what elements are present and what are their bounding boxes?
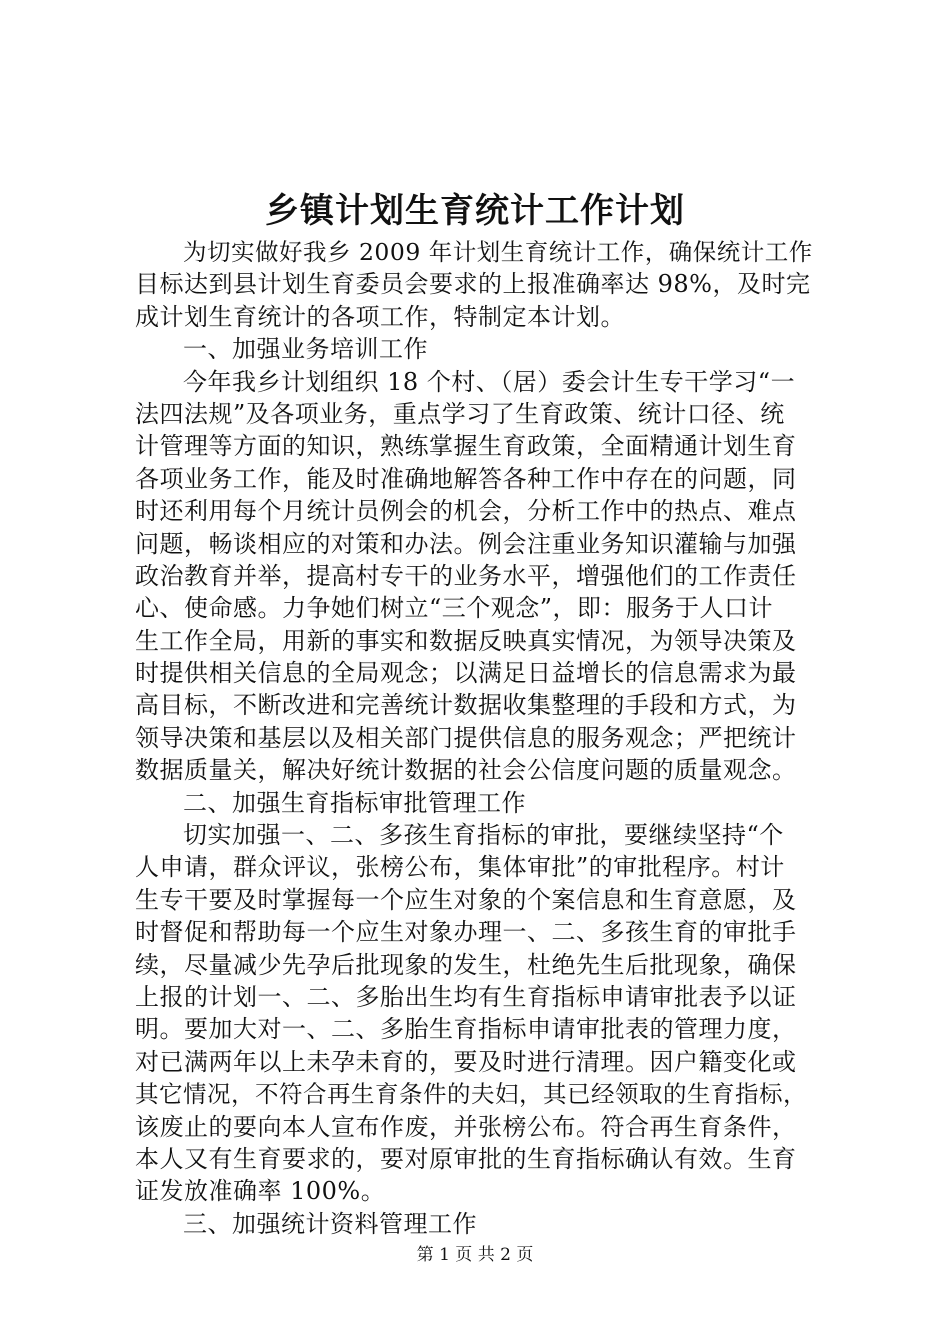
paragraph-line: 领导决策和基层以及相关部门提供信息的服务观念；严把统计 xyxy=(135,723,797,752)
document-body xyxy=(135,236,815,1240)
document-title: 乡镇计划生育统计工作计划 xyxy=(265,191,685,231)
page-footer: 第 1 页 共 2 页 xyxy=(416,1245,534,1265)
paragraph-line: 生工作全局，用新的事实和数据反映真实情况，为领导决策及 xyxy=(135,626,797,655)
paragraph-line: 各项业务工作，能及时准确地解答各种工作中存在的问题，同 xyxy=(135,464,797,493)
paragraph-line: 时提供相关信息的全局观念；以满足日益增长的信息需求为最 xyxy=(135,659,797,688)
paragraph-line: 生专干要及时掌握每一个应生对象的个案信息和生育意愿，及 xyxy=(135,885,797,914)
paragraph-line: 人申请，群众评议，张榜公布，集体审批”的审批程序。村计 xyxy=(135,853,785,882)
paragraph-line: 时还利用每个月统计员例会的机会，分析工作中的热点、难点 xyxy=(135,497,797,526)
paragraph-line: 成计划生育统计的各项工作，特制定本计划。 xyxy=(135,302,625,331)
paragraph-line: 其它情况，不符合再生育条件的夫妇，其已经领取的生育指标， xyxy=(135,1080,807,1109)
paragraph-line: 法四法规”及各项业务，重点学习了生育政策、统计口径、统 xyxy=(135,399,785,428)
paragraph-line: 高目标，不断改进和完善统计数据收集整理的手段和方式，为 xyxy=(135,691,797,720)
paragraph-line: 问题，畅谈相应的对策和办法。例会注重业务知识灌输与加强 xyxy=(135,529,797,558)
paragraph-line: 时督促和帮助每一个应生对象办理一、二、多孩生育的审批手 xyxy=(135,918,797,947)
paragraph-line: 目标达到县计划生育委员会要求的上报准确率达 98%，及时完 xyxy=(135,270,811,299)
paragraph-line: 证发放准确率 100%。 xyxy=(135,1177,386,1206)
paragraph-line: 该废止的要向本人宣布作废，并张榜公布。符合再生育条件， xyxy=(135,1112,797,1141)
paragraph-line: 续，尽量减少先孕后批现象的发生，杜绝先生后批现象，确保 xyxy=(135,950,797,979)
section-heading: 二、加强生育指标审批管理工作 xyxy=(183,788,526,817)
paragraph-line: 本人又有生育要求的，要对原审批的生育指标确认有效。生育 xyxy=(135,1144,797,1173)
paragraph-line: 政治教育并举，提高村专干的业务水平，增强他们的工作责任 xyxy=(135,561,797,590)
paragraph-line: 心、使命感。力争她们树立“三个观念”，即：服务于人口计 xyxy=(135,594,774,623)
paragraph-line: 为切实做好我乡 2009 年计划生育统计工作，确保统计工作 xyxy=(183,238,813,266)
paragraph-line: 对已满两年以上未孕未育的，要及时进行清理。因户籍变化或 xyxy=(135,1047,797,1076)
section-heading: 三、加强统计资料管理工作 xyxy=(183,1209,477,1238)
paragraph-line: 切实加强一、二、多孩生育指标的审批，要继续坚持“个 xyxy=(183,821,784,850)
section-heading: 一、加强业务培训工作 xyxy=(183,335,428,364)
paragraph-line: 上报的计划一、二、多胎出生均有生育指标申请审批表予以证 xyxy=(135,982,797,1011)
paragraph-line: 明。要加大对一、二、多胎生育指标申请审批表的管理力度， xyxy=(135,1015,797,1044)
paragraph-line: 数据质量关，解决好统计数据的社会公信度问题的质量观念。 xyxy=(135,756,797,785)
paragraph-line: 今年我乡计划组织 18 个村、（居）委会计生专干学习“一 xyxy=(183,367,796,396)
paragraph-line: 计管理等方面的知识，熟练掌握生育政策，全面精通计划生育 xyxy=(135,432,797,461)
